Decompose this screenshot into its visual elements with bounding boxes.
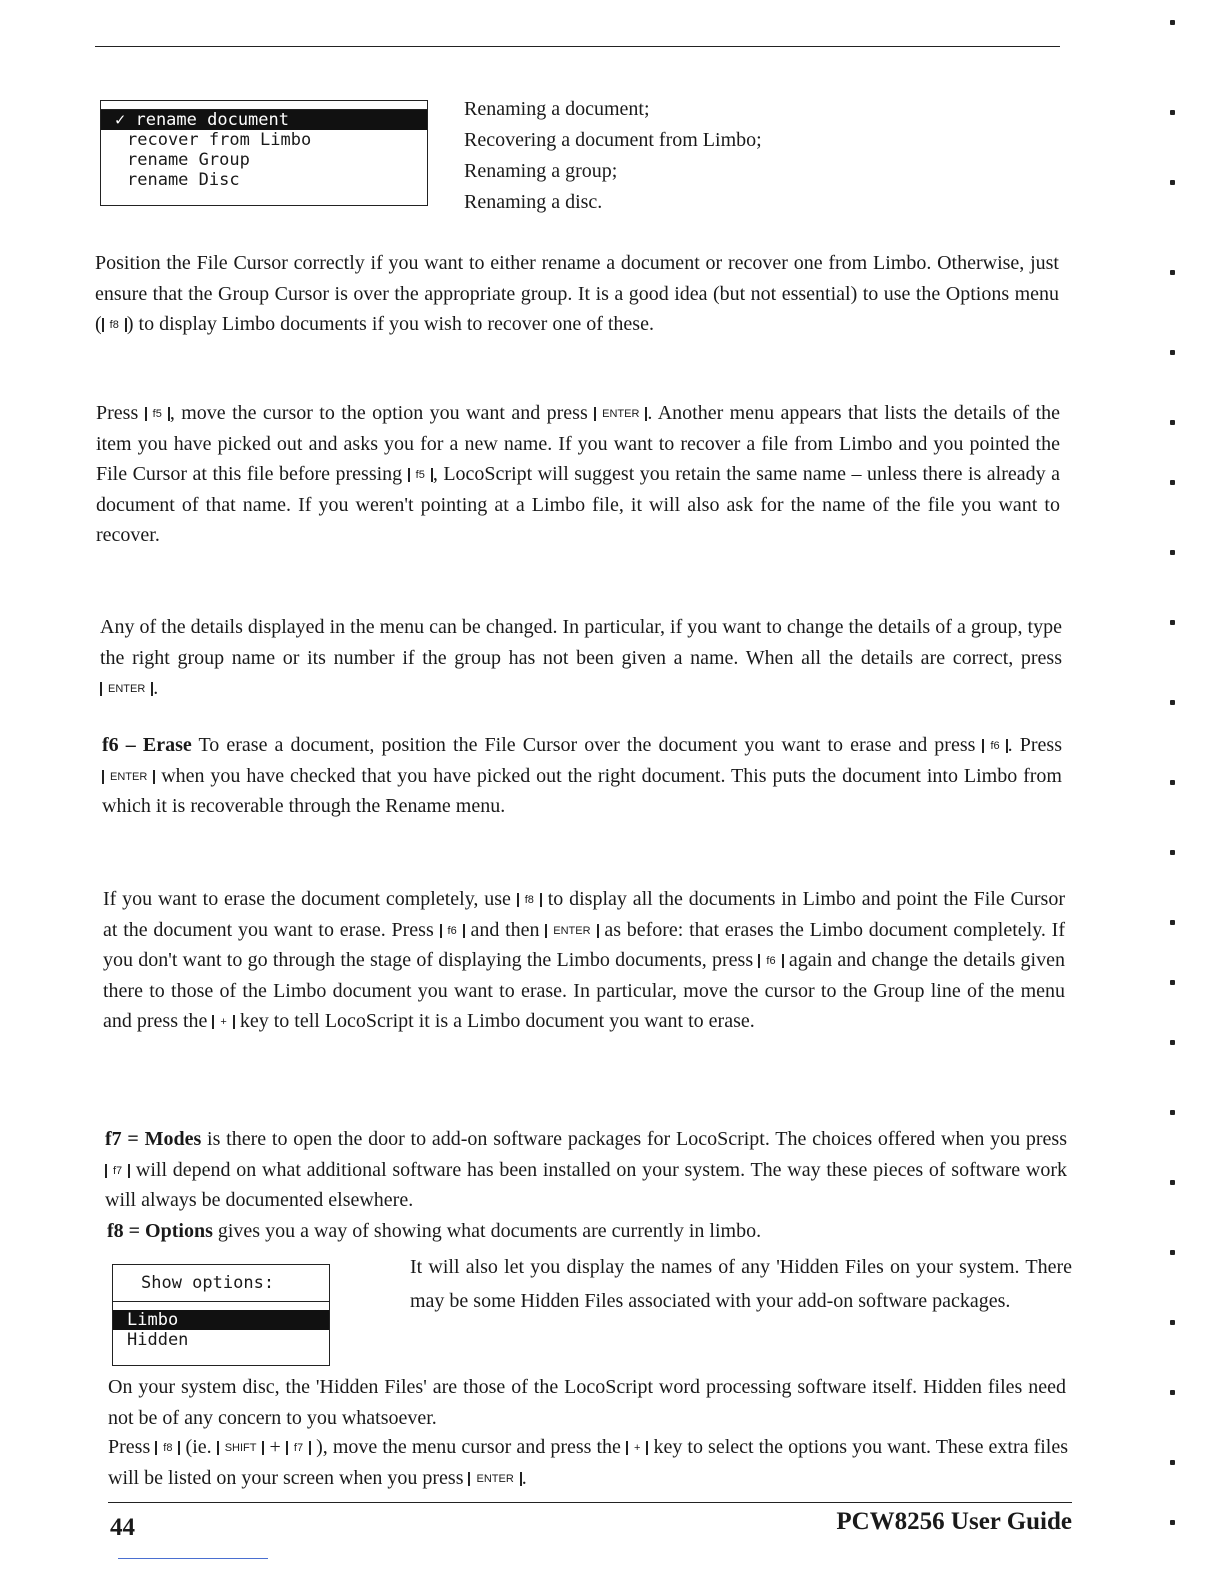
text: , move the cursor to the option you want and press bbox=[169, 402, 595, 424]
key-f8: f8 bbox=[517, 893, 542, 907]
paragraph-options bbox=[107, 1216, 1067, 1247]
menu-item-recover-from-limbo: recover from Limbo bbox=[127, 130, 312, 150]
option-hidden: Hidden bbox=[127, 1330, 189, 1350]
text: Any of the details displayed in the menu can be changed. In particular, if you want to change the details of a group, type the right group name or its number if the group has not been given a name. When all the details are correct, press bbox=[100, 616, 1062, 669]
menu-item-rename-disc: rename Disc bbox=[127, 170, 240, 190]
paragraph-erase-completely bbox=[103, 884, 1065, 1037]
page-number: 44 bbox=[110, 1514, 135, 1541]
key-enter: ENTER bbox=[100, 682, 153, 696]
text: again and change the details given there to those of the Limbo document you want to erase. In particular, move the cursor to the Group line of the menu and press the bbox=[103, 949, 1065, 1032]
paragraph-press-f5 bbox=[96, 398, 1060, 551]
paragraph-hidden-files bbox=[410, 1250, 1072, 1318]
text: To erase a document, position the File Cursor over the document you want to erase and press bbox=[191, 734, 983, 756]
option-limbo: Limbo bbox=[113, 1310, 329, 1330]
paragraph-system-disc bbox=[108, 1372, 1066, 1433]
list-item: Renaming a group; bbox=[464, 160, 618, 182]
key-enter: ENTER bbox=[594, 407, 647, 421]
section-heading: f7 = Modes bbox=[105, 1128, 202, 1150]
section-heading: f8 = Options bbox=[107, 1220, 213, 1242]
key-f8: f8 bbox=[102, 318, 127, 332]
bottom-rule bbox=[108, 1502, 1072, 1503]
key-enter: ENTER bbox=[468, 1472, 521, 1486]
key-f5: f5 bbox=[145, 407, 170, 421]
key-f6: f6 bbox=[982, 739, 1007, 753]
list-item: Renaming a document; bbox=[464, 98, 650, 120]
key-f7: f7 bbox=[105, 1164, 130, 1178]
text: Press bbox=[108, 1436, 156, 1458]
key-plus: + bbox=[626, 1441, 648, 1455]
book-title: PCW8256 User Guide bbox=[836, 1508, 1072, 1535]
paragraph-modes bbox=[105, 1124, 1067, 1216]
text: Position the File Cursor correctly if you want to either rename a document or recover one from Limbo. Otherwise, just ensure that the Group Cursor is over the appropriate group. It is a good idea (but not essential) to use the Options menu ( bbox=[95, 252, 1059, 335]
key-f5: f5 bbox=[408, 468, 433, 482]
text: as before: that erases the Limbo document completely. If you don't want to go through the stage of displaying the Limbo documents, press bbox=[103, 918, 1066, 971]
text: Press bbox=[96, 402, 145, 424]
text: (ie. bbox=[180, 1436, 217, 1458]
options-menu-title: Show options: bbox=[113, 1265, 329, 1302]
key-f6: f6 bbox=[758, 954, 783, 968]
key-enter: ENTER bbox=[102, 770, 155, 784]
key-plus: + bbox=[212, 1015, 234, 1029]
text: ) to display Limbo documents if you wish to recover one of these. bbox=[126, 313, 654, 335]
key-enter: ENTER bbox=[545, 924, 598, 938]
text: is there to open the door to add-on software packages for LocoScript. The choices offered when you press bbox=[201, 1128, 1067, 1150]
text: It will also let you display the names of any 'Hidden Files on your system. There may be some Hidden Files associated with your add-on software packages. bbox=[410, 1256, 1072, 1312]
text: key to select the options you want. These extra files will be listed on your screen when you press bbox=[108, 1436, 1068, 1489]
key-f8: f8 bbox=[155, 1441, 180, 1455]
text: to display all the documents in Limbo and point the File Cursor at the document you want to erase. Press bbox=[103, 888, 1065, 941]
text: . bbox=[153, 677, 159, 699]
text: . Another menu appears that lists the details of the item you have picked out and asks you for a new name. If you want to recover a file from Limbo and you pointed the File Cursor at this file before pressing bbox=[96, 402, 1061, 485]
section-heading: f6 – Erase bbox=[102, 734, 192, 756]
text: gives you a way of showing what documents are currently in limbo. bbox=[212, 1220, 762, 1242]
text: ), move the menu cursor and press the bbox=[311, 1436, 626, 1458]
paragraph-position-cursor bbox=[95, 248, 1059, 340]
menu-item-rename-group: rename Group bbox=[127, 150, 250, 170]
binding-edge-marks bbox=[1164, 20, 1184, 1560]
rename-menu-box bbox=[100, 100, 428, 206]
rename-options-list bbox=[464, 94, 762, 218]
key-shift: SHIFT bbox=[217, 1441, 265, 1455]
options-menu-box bbox=[112, 1264, 330, 1366]
scan-artifact-line bbox=[118, 1558, 268, 1559]
paragraph-details bbox=[100, 612, 1062, 704]
text: and then bbox=[464, 918, 546, 941]
list-item: Recovering a document from Limbo; bbox=[464, 129, 762, 151]
text: when you have checked that you have picked out the right document. This puts the document into Limbo from which it is recoverable through the Rename menu. bbox=[102, 764, 1062, 817]
key-f7: f7 bbox=[286, 1441, 311, 1455]
top-rule bbox=[95, 46, 1060, 47]
text: . bbox=[521, 1466, 527, 1489]
text: . Press bbox=[1007, 734, 1062, 756]
list-item: Renaming a disc. bbox=[464, 191, 603, 213]
menu-item-rename-document: ✓ rename document bbox=[101, 110, 427, 130]
text: key to tell LocoScript it is a Limbo document you want to erase. bbox=[234, 1010, 755, 1032]
paragraph-press-f8 bbox=[108, 1432, 1068, 1493]
text: , LocoScript will suggest you retain the same name – unless there is already a document of that name. If you weren't pointing at a Limbo file, it will also ask for the name of the file you want to recover. bbox=[96, 463, 1060, 546]
paragraph-erase bbox=[102, 730, 1062, 822]
text: will depend on what additional software has been installed on your system. The way these pieces of software work will always be documented elsewhere. bbox=[105, 1158, 1067, 1211]
text: + bbox=[264, 1436, 286, 1458]
key-f6: f6 bbox=[440, 924, 465, 938]
text: If you want to erase the document completely, use bbox=[103, 888, 517, 910]
text: On your system disc, the 'Hidden Files' are those of the LocoScript word processing software itself. Hidden files need not be of any concern to you whatsoever. bbox=[108, 1376, 1066, 1429]
